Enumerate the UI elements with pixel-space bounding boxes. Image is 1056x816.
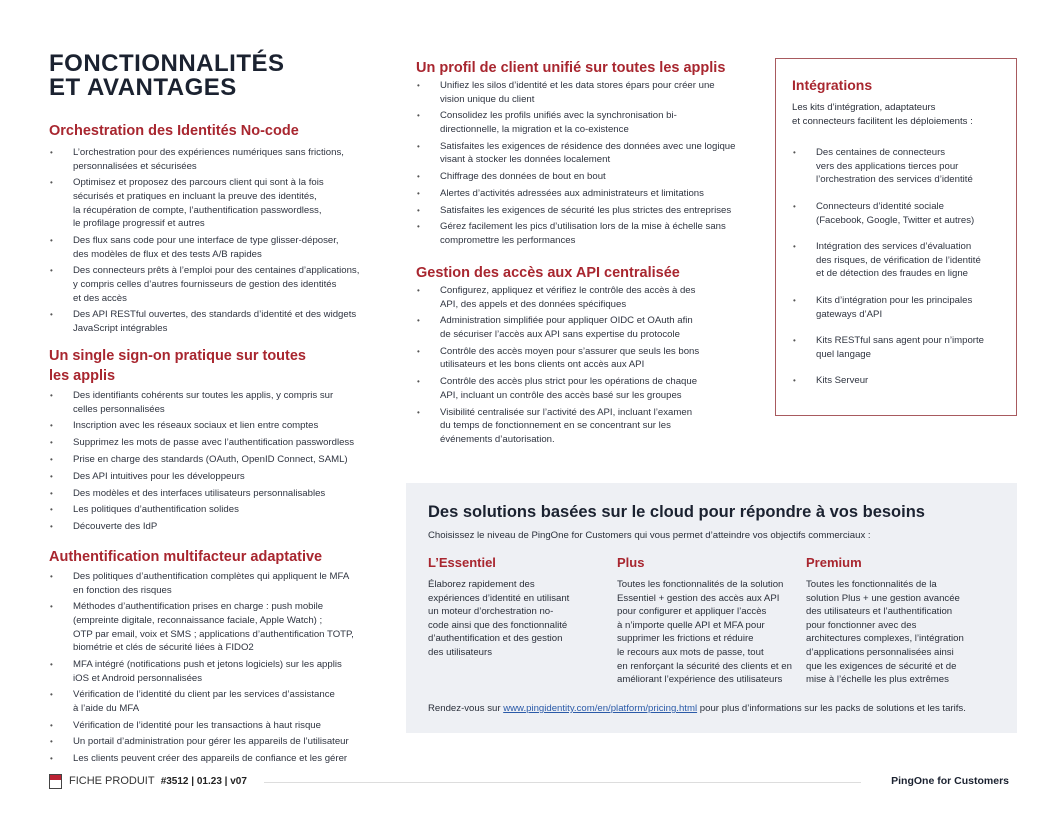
list-item: • L’orchestration pour des expériences numériques sans frictions, personnalisées et sécurisées bbox=[49, 146, 409, 173]
section-api-access bbox=[416, 263, 776, 449]
integrations-heading: Intégrations bbox=[792, 77, 873, 93]
list-item: • Contrôle des accès plus strict pour les opérations de chaque API, incluant un contrôle des accès basé sur les groupes bbox=[416, 375, 776, 402]
tier-description: Élaborez rapidement des expériences d’identité en utilisant un moteur d’orchestration no- code ainsi que des fonctionnalité d’authentification et des gestion des utilisateurs bbox=[428, 579, 570, 658]
section-heading: Orchestration des Identités No-code bbox=[49, 123, 299, 139]
solutions-panel bbox=[406, 483, 1017, 733]
footer bbox=[49, 774, 1009, 790]
list-item: • Un portail d’administration pour gérer les appareils de l’utilisateur bbox=[49, 735, 409, 749]
footer-divider bbox=[264, 782, 861, 783]
tier-name: Premium bbox=[806, 555, 862, 570]
list-item: • Vérification de l’identité pour les transactions à haut risque bbox=[49, 719, 409, 733]
list-item: • Des modèles et des interfaces utilisateurs personnalisables bbox=[49, 487, 409, 501]
pricing-note bbox=[428, 701, 998, 716]
section-heading: Un single sign-on pratique sur toutes les applis bbox=[49, 348, 306, 384]
bullet-list bbox=[792, 146, 1000, 388]
list-item: • Des API intuitives pour les développeurs bbox=[49, 470, 409, 484]
tier-description: Toutes les fonctionnalités de la solution Essentiel + gestion des accès aux API pour configurer et appliquer l’accès à n’importe quelle API et MFA pour supprimer les frictions et réduire le recours aux mots de passe, tout en renforçant la sécurité des clients et en améliorant l’expérience des utilisateurs bbox=[617, 579, 792, 686]
pricing-note-suffix: pour plus d’informations sur les packs de solutions et les tarifs. bbox=[697, 703, 966, 714]
list-item: • Prise en charge des standards (OAuth, OpenID Connect, SAML) bbox=[49, 453, 409, 467]
tier-name: L’Essentiel bbox=[428, 555, 496, 570]
list-item: • Configurez, appliquez et vérifiez le contrôle des accès à des API, des appels et des données spécifiques bbox=[416, 284, 776, 311]
list-item: • Visibilité centralisée sur l’activité des API, incluant l’examen du temps de fonctionnement en se concentrant sur les événements d’autorisation. bbox=[416, 406, 776, 447]
list-item: • Consolidez les profils unifiés avec la synchronisation bi- directionnelle, la migration et la co-existence bbox=[416, 109, 776, 136]
page-title: FONCTIONNALITÉS ET AVANTAGES bbox=[49, 50, 285, 101]
document-code: #3512 | 01.23 | v07 bbox=[160, 776, 247, 787]
product-sheet-label bbox=[69, 775, 247, 787]
list-item: • MFA intégré (notifications push et jetons logiciels) sur les applis iOS et Android personnalisées bbox=[49, 658, 409, 685]
list-item: • Des identifiants cohérents sur toutes les applis, y compris sur celles personnalisées bbox=[49, 389, 409, 416]
list-item: • Vérification de l’identité du client par les services d’assistance à l’aide du MFA bbox=[49, 688, 409, 715]
list-item: • Chiffrage des données de bout en bout bbox=[416, 170, 776, 184]
section-unified-profile bbox=[416, 58, 776, 251]
list-item: • Connecteurs d’identité sociale (Facebook, Google, Twitter et autres) bbox=[792, 200, 1000, 227]
list-item: • Kits Serveur bbox=[792, 374, 1000, 388]
tier-plus bbox=[617, 555, 806, 687]
tier-premium bbox=[806, 555, 995, 687]
section-orchestration bbox=[49, 121, 409, 339]
list-item: • Inscription avec les réseaux sociaux et lien entre comptes bbox=[49, 419, 409, 433]
list-item: • Découverte des IdP bbox=[49, 520, 409, 534]
brand-name: PingOne for Customers bbox=[891, 775, 1009, 787]
list-item: • Des connecteurs prêts à l’emploi pour des centaines d’applications, y compris celles d’autres fournisseurs de gestion des identités et des accès bbox=[49, 264, 409, 305]
list-item: • Kits d’intégration pour les principales gateways d’API bbox=[792, 294, 1000, 321]
list-item: • Des politiques d’authentification complètes qui appliquent le MFA en fonction des risques bbox=[49, 570, 409, 597]
list-item: • Des centaines de connecteurs vers des applications tierces pour l’orchestration des services d’identité bbox=[792, 146, 1000, 187]
list-item: • Supprimez les mots de passe avec l’authentification passwordless bbox=[49, 436, 409, 450]
bullet-list bbox=[49, 389, 409, 534]
integrations-intro: Les kits d’intégration, adaptateurs et connecteurs facilitent les déploiements : bbox=[792, 102, 973, 127]
list-item: • Kits RESTful sans agent pour n’importe quel langage bbox=[792, 334, 1000, 361]
fiche-label: FICHE PRODUIT bbox=[69, 775, 155, 787]
integrations-box bbox=[775, 58, 1017, 416]
list-item: • Contrôle des accès moyen pour s’assurer que seuls les bons utilisateurs et les bons clients ont accès aux API bbox=[416, 345, 776, 372]
list-item: • Unifiez les silos d’identité et les data stores épars pour créer une vision unique du client bbox=[416, 79, 776, 106]
bullet-list bbox=[49, 146, 409, 335]
section-sso bbox=[49, 346, 409, 537]
pricing-note-prefix: Rendez-vous sur bbox=[428, 703, 504, 714]
bullet-list bbox=[49, 570, 409, 766]
section-heading: Un profil de client unifié sur toutes les applis bbox=[416, 60, 726, 76]
document-icon bbox=[49, 774, 62, 789]
list-item: • Administration simplifiée pour appliquer OIDC et OAuth afin de sécuriser l’accès aux API sans expertise du protocole bbox=[416, 314, 776, 341]
tier-essentiel bbox=[428, 555, 617, 687]
bullet-list bbox=[416, 79, 776, 248]
section-heading: Gestion des accès aux API centralisée bbox=[416, 265, 680, 281]
solutions-heading: Des solutions basées sur le cloud pour répondre à vos besoins bbox=[428, 503, 925, 521]
list-item: • Alertes d’activités adressées aux administrateurs et limitations bbox=[416, 187, 776, 201]
list-item: • Des flux sans code pour une interface de type glisser-déposer, des modèles de flux et des tests A/B rapides bbox=[49, 234, 409, 261]
bullet-list bbox=[416, 284, 776, 446]
list-item: • Méthodes d’authentification prises en charge : push mobile (empreinte digitale, reconnaissance faciale, Apple Watch) ; OTP par email, voix et SMS ; applications d’authentification TOTP, biométrie et clés de sécurité liées à FIDO2 bbox=[49, 600, 409, 654]
list-item: • Des API RESTful ouvertes, des standards d’identité et des widgets JavaScript intégrables bbox=[49, 308, 409, 335]
solutions-subtitle: Choisissez le niveau de PingOne for Customers qui vous permet d’atteindre vos objectifs commerciaux : bbox=[428, 530, 871, 541]
list-item: • Les clients peuvent créer des appareils de confiance et les gérer bbox=[49, 752, 409, 766]
section-heading: Authentification multifacteur adaptative bbox=[49, 549, 323, 565]
tier-description: Toutes les fonctionnalités de la solution Plus + une gestion avancée des utilisateurs et l’authentification pour fonctionner avec des architectures complexes, l’intégration d’applications personnalisées ainsi que les exigences de sécurité et de mise à l’échelle les plus extrêmes bbox=[806, 579, 964, 686]
list-item: • Optimisez et proposez des parcours client qui sont à la fois sécurisés et pratiques en incluant la preuve des identités, la récupération de compte, l’authentification passwordless, le profilage progressif et autres bbox=[49, 176, 409, 230]
list-item: • Intégration des services d’évaluation des risques, de vérification de l’identité et de détection des fraudes en ligne bbox=[792, 240, 1000, 281]
list-item: • Satisfaites les exigences de résidence des données avec une logique visant à stocker les données localement bbox=[416, 140, 776, 167]
list-item: • Gérez facilement les pics d’utilisation lors de la mise à échelle sans compromettre les performances bbox=[416, 220, 776, 247]
pricing-link[interactable]: www.pingidentity.com/en/platform/pricing.html bbox=[503, 703, 698, 714]
tier-name: Plus bbox=[617, 555, 645, 570]
list-item: • Les politiques d’authentification solides bbox=[49, 503, 409, 517]
section-mfa bbox=[49, 547, 409, 769]
list-item: • Satisfaites les exigences de sécurité les plus strictes des entreprises bbox=[416, 204, 776, 218]
